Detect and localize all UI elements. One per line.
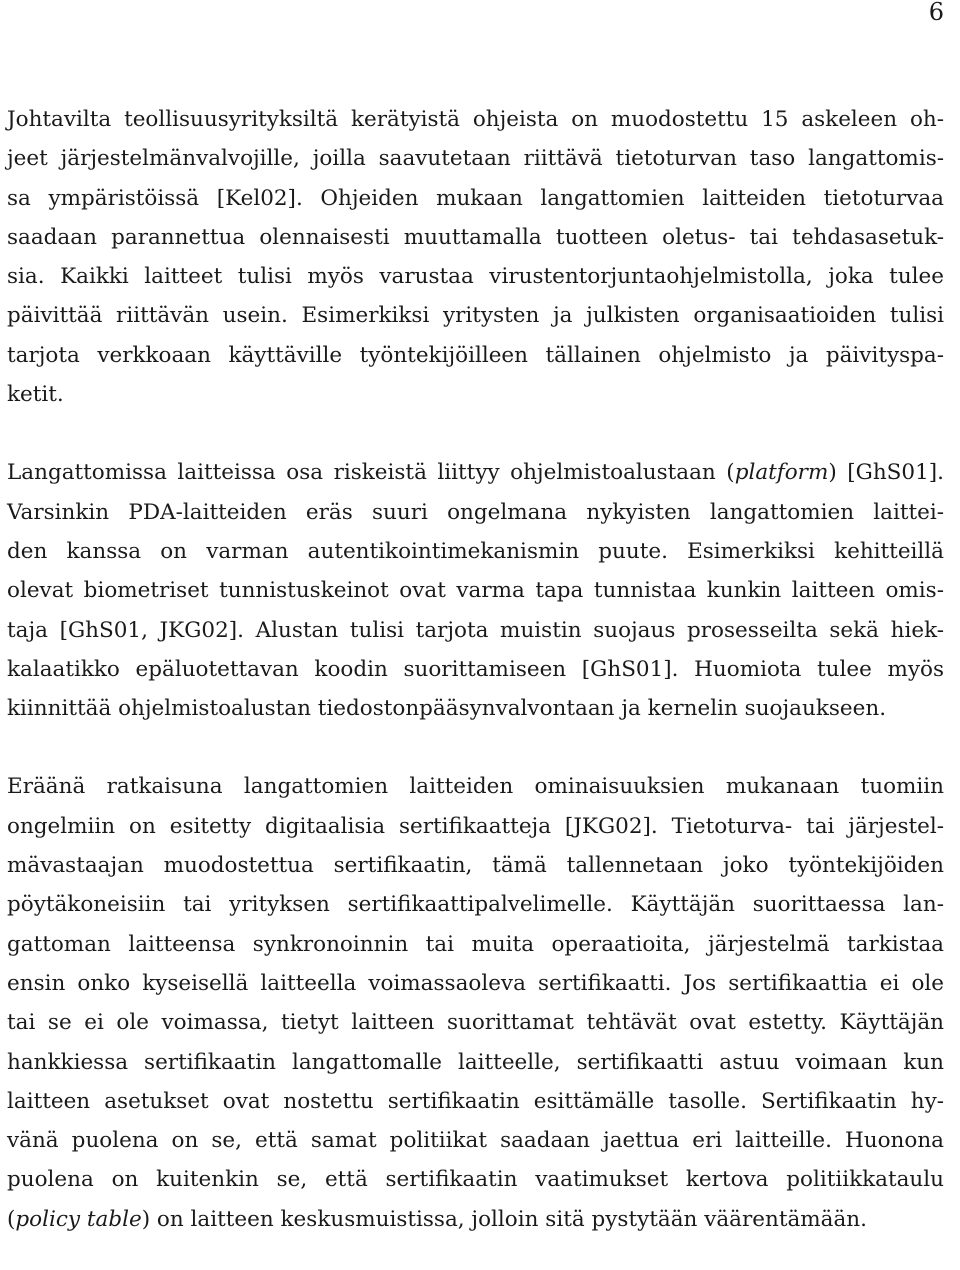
text-line: Eräänä ratkaisuna langattomien laitteiden ominaisuuksien mukanaan tuomiin xyxy=(7,774,944,800)
text-line: sa ympäristöissä [Kel02]. Ohjeiden mukaan langattomien laitteiden tietoturvaa xyxy=(7,185,944,211)
text-line: sia. Kaikki laitteet tulisi myös varustaa virustentorjuntaohjelmistolla, joka tulee xyxy=(7,264,944,290)
italic-term: policy table xyxy=(15,1206,142,1232)
page-number: 6 xyxy=(928,0,944,26)
text-line: puolena on kuitenkin se, että sertifikaatin vaatimukset kertova politiikkataulu xyxy=(7,1167,944,1193)
text-run: ) on laitteen keskusmuistissa, jolloin sitä pystytään väärentämään. xyxy=(141,1206,867,1232)
text-line: Johtavilta teollisuusyrityksiltä kerätyistä ohjeista on muodostettu 15 askeleen oh- xyxy=(7,107,944,132)
text-line: Varsinkin PDA-laitteiden eräs suuri ongelmana nykyisten langattomien laittei- xyxy=(7,499,944,525)
text-line: tarjota verkkoaan käyttäville työntekijöilleen tällainen ohjelmisto ja päivityspa- xyxy=(7,342,944,368)
text-run: Langattomissa laitteissa osa riskeistä liittyy ohjelmistoalustaan ( xyxy=(7,460,735,486)
text-run: ( xyxy=(7,1206,16,1232)
text-line: kiinnittää ohjelmistoalustan tiedostonpääsynvalvontaan ja kernelin suojaukseen. xyxy=(7,696,887,722)
text-line: vänä puolena on se, että samat politiikat saadaan jaettua eri laitteille. Huonona xyxy=(7,1128,944,1154)
text-line: taja [GhS01, JKG02]. Alustan tulisi tarjota muistin suojaus prosesseilta sekä hiek- xyxy=(7,617,944,643)
text-line: jeet järjestelmänvalvojille, joilla saavutetaan riittävä tietoturvan taso langattomis- xyxy=(7,146,944,172)
text-line: ketit. xyxy=(7,382,64,408)
text-line: den kanssa on varman autentikointimekanismin puute. Esimerkiksi kehitteillä xyxy=(7,538,944,564)
text-line: gattoman laitteensa synkronoinnin tai muita operaatioita, järjestelmä tarkistaa xyxy=(7,931,944,957)
paragraph-device-guidelines xyxy=(7,100,944,414)
document-body xyxy=(7,100,944,1239)
text-line: kalaatikko epäluotettavan koodin suorittamiseen [GhS01]. Huomiota tulee myös xyxy=(7,656,944,682)
text-line: laitteen asetukset ovat nostettu sertifikaatin esittämälle tasolle. Sertifikaatin hy- xyxy=(7,1088,944,1114)
text-line: olevat biometriset tunnistuskeinot ovat varma tapa tunnistaa kunkin laitteen omis- xyxy=(7,578,944,604)
text-line: saadaan parannettua olennaisesti muuttamalla tuotteen oletus- tai tehdasasetuk- xyxy=(7,224,944,250)
text-line xyxy=(7,453,944,492)
paragraph-digital-certificates xyxy=(7,767,944,1239)
paragraph-platform-risks xyxy=(7,453,944,728)
text-run: ) [GhS01]. xyxy=(828,460,944,486)
text-line: päivittää riittävän usein. Esimerkiksi yritysten ja julkisten organisaatioiden tulisi xyxy=(7,303,944,329)
text-line: tai se ei ole voimassa, tietyt laitteen suorittamat tehtävät ovat estetty. Käyttäjän xyxy=(7,1010,944,1036)
text-line: ongelmiin on esitetty digitaalisia sertifikaatteja [JKG02]. Tietoturva- tai järjestel- xyxy=(7,813,944,839)
text-line: hankkiessa sertifikaatin langattomalle laitteelle, sertifikaatti astuu voimaan kun xyxy=(7,1049,944,1075)
text-line: pöytäkoneisiin tai yrityksen sertifikaattipalvelimelle. Käyttäjän suorittaessa lan- xyxy=(7,892,944,918)
italic-term: platform xyxy=(734,460,829,486)
text-line: mävastaajan muodostettua sertifikaatin, tämä tallennetaan joko työntekijöiden xyxy=(7,853,944,879)
text-line: ensin onko kyseisellä laitteella voimassaoleva sertifikaatti. Jos sertifikaattia ei ole xyxy=(7,970,944,996)
text-line xyxy=(7,1200,944,1239)
